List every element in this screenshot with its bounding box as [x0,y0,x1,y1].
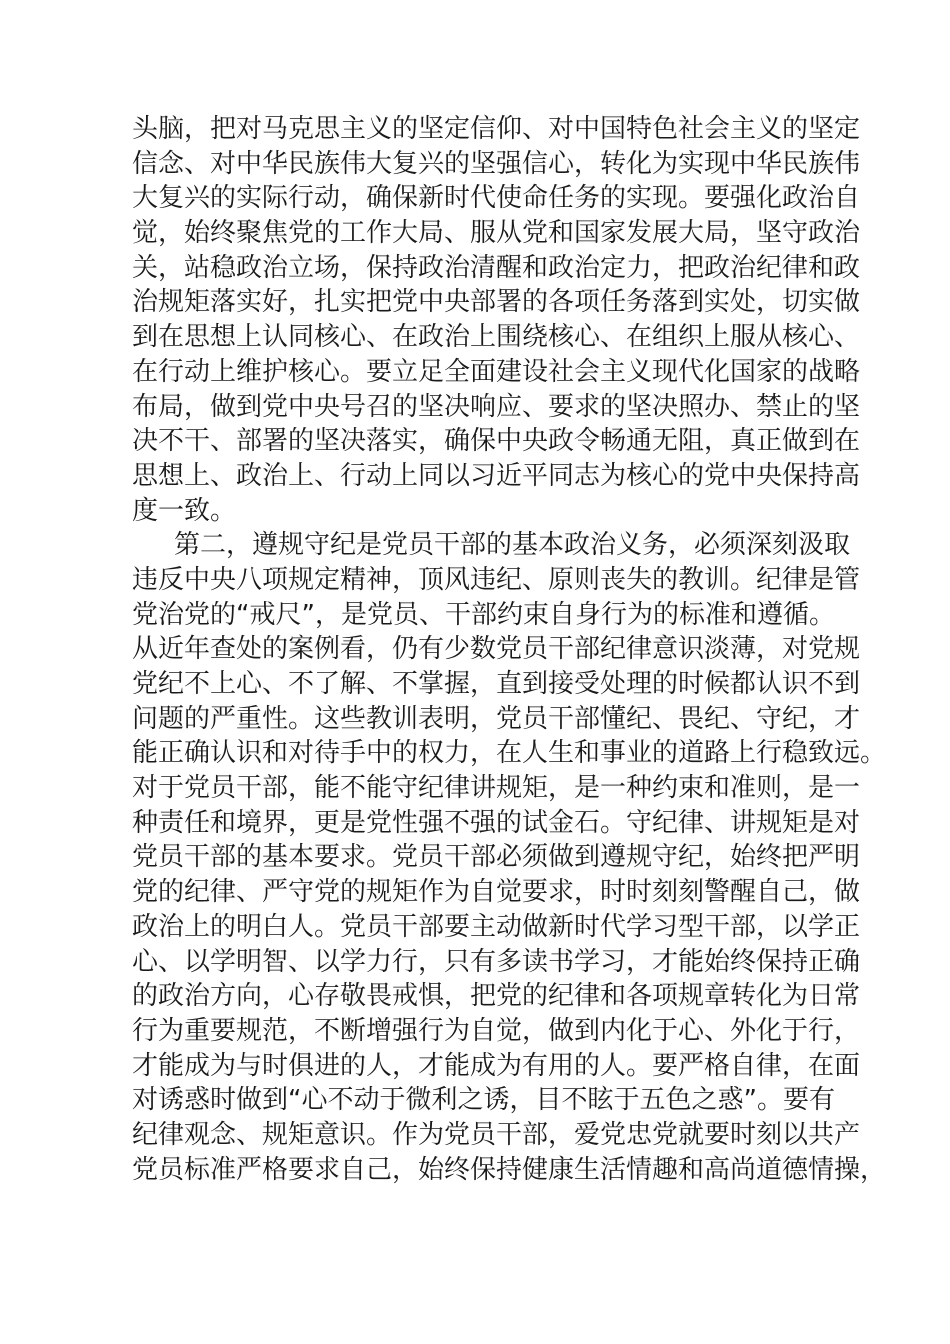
text-line: 对诱惑时做到“心不动于微利之诱，目不眩于五色之惑”。要有 [132,1085,835,1116]
text-line: 党治党的“戒尺”，是党员、干部约束自身行为的标准和遵循。 [132,599,835,630]
text-line: 布局，做到党中央号召的坚决响应、要求的坚决照办、禁止的坚 [132,391,861,422]
text-line: 党的纪律、严守党的规矩作为自觉要求，时时刻刻警醒自己，做 [132,877,861,908]
text-line: 种责任和境界，更是党性强不强的试金石。守纪律、讲规矩是对 [132,807,861,838]
text-line: 从近年查处的案例看，仍有少数党员干部纪律意识淡薄，对党规 [132,634,861,665]
text-line: 在行动上维护核心。要立足全面建设社会主义现代化国家的战略 [132,356,861,387]
text-line: 纪律观念、规矩意识。作为党员干部，爱党忠党就要时刻以共产 [132,1119,861,1150]
text-line: 觉，始终聚焦党的工作大局、服从党和国家发展大局，坚守政治 [132,218,861,249]
text-line: 关，站稳政治立场，保持政治清醒和政治定力，把政治纪律和政 [132,252,861,283]
text-line: 决不干、部署的坚决落实，确保中央政令畅通无阻，真正做到在 [132,426,861,457]
text-line: 违反中央八项规定精神，顶风违纪、原则丧失的教训。纪律是管 [132,564,861,595]
text-line: 的政治方向，心存敬畏戒惧，把党的纪律和各项规章转化为日常 [132,981,861,1012]
text-line: 信念、对中华民族伟大复兴的坚强信心，转化为实现中华民族伟 [132,148,861,179]
text-line: 思想上、政治上、行动上同以习近平同志为核心的党中央保持高 [132,460,861,491]
text-line: 政治上的明白人。党员干部要主动做新时代学习型干部，以学正 [132,911,861,942]
text-line: 大复兴的实际行动，确保新时代使命任务的实现。要强化政治自 [132,183,861,214]
text-line: 党纪不上心、不了解、不掌握，直到接受处理的时候都认识不到 [132,669,861,699]
text-line: 党员标准严格要求自己，始终保持健康生活情趣和高尚道德情操， [132,1154,887,1185]
text-line: 能正确认识和对待手中的权力，在人生和事业的道路上行稳致远。 [132,738,887,769]
text-line: 党员干部的基本要求。党员干部必须做到遵规守纪，始终把严明 [132,842,861,873]
text-line: 到在思想上认同核心、在政治上围绕核心、在组织上服从核心、 [132,322,861,353]
text-line: 对于党员干部，能不能守纪律讲规矩，是一种约束和准则，是一 [132,773,861,804]
text-line: 行为重要规范，不断增强行为自觉，做到内化于心、外化于行， [132,1015,861,1046]
text-line: 度一致。 [132,495,237,526]
text-line: 心、以学明智、以学力行，只有多读书学习，才能始终保持正确 [132,946,861,977]
body-text [132,112,887,1187]
text-line: 头脑，把对马克思主义的坚定信仰、对中国特色社会主义的坚定 [132,114,861,144]
text-line: 问题的严重性。这些教训表明，党员干部懂纪、畏纪、守纪，才 [132,703,861,734]
text-line: 治规矩落实好，扎实把党中央部署的各项任务落到实处，切实做 [132,287,861,318]
text-line: 才能成为与时俱进的人，才能成为有用的人。要严格自律，在面 [132,1050,861,1081]
paragraph-first-line: 第二，遵规守纪是党员干部的基本政治义务，必须深刻汲取 [174,530,851,561]
